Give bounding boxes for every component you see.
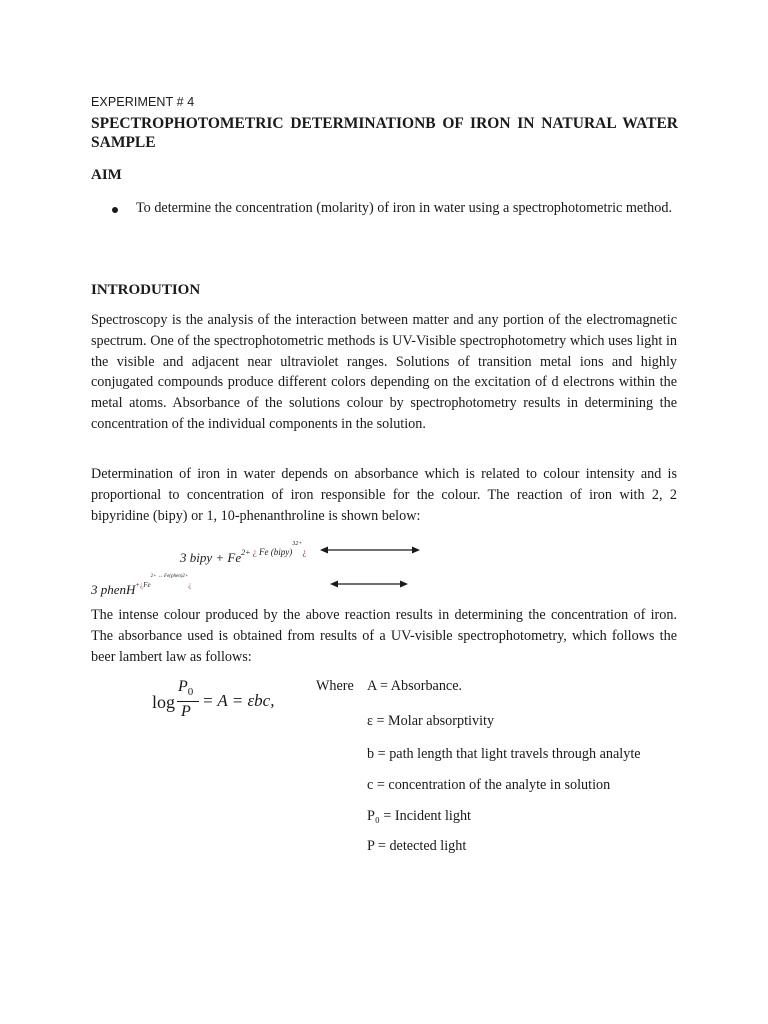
aim-bullet-text: To determine the concentration (molarity) of iron in water using a spectrophotometric method. (136, 200, 672, 216)
definition-incident-light: P₀ = Incident light (367, 808, 471, 824)
formula-numerator-p: P (178, 678, 188, 695)
reaction-phen-glyph: ¿ (140, 581, 144, 589)
definition-path-length: b = path length that light travels through analyte (367, 746, 641, 762)
reaction-bipy-complex: (bipy) (270, 547, 293, 557)
definition-concentration: c = concentration of the analyte in solution (367, 777, 611, 793)
definition-molar-absorptivity: ε = Molar absorptivity (367, 713, 495, 729)
formula-rhs: = A = εbc, (202, 691, 275, 710)
reaction-phen-charge: 2+ (182, 574, 189, 579)
reaction-phen-rest: 2+ ↔ Fe(phen) (150, 574, 183, 579)
aim-heading: AIM (91, 167, 122, 183)
reaction-phen-charge-plus: + (135, 581, 141, 589)
reaction-bipy-reactants: 3 bipy + Fe (180, 550, 242, 565)
reaction-bipy-fe-charge: 2+ (241, 548, 251, 557)
reaction-bipy-glyph-end: ¿ (302, 547, 307, 557)
beer-lambert-formula (152, 678, 292, 726)
reaction-bipy-sub: 3 (292, 541, 296, 547)
definition-detected-light: P = detected light (367, 838, 467, 854)
formula-log: log (152, 692, 176, 712)
definition-absorbance: A = Absorbance. (367, 678, 463, 694)
reaction-bipy-fe: Fe (259, 547, 269, 557)
formula-numerator (178, 678, 193, 698)
document-title-line1: SPECTROPHOTOMETRIC DETERMINATIONB OF IRON IN NATURAL WATER (91, 115, 678, 132)
experiment-label: EXPERIMENT # 4 (91, 95, 195, 109)
where-label: Where (316, 678, 354, 694)
reaction-phen-reactants: 3 phenH (91, 582, 136, 597)
reaction-phen (91, 574, 191, 598)
introduction-heading: INTRODUTION (91, 282, 201, 298)
intro-paragraph-1: Spectroscopy is the analysis of the interaction between matter and any portion of the electromagnetic spectrum. One of the spectrophotometric methods is UV-Visible spectrophotometry which uses light in the visible and adjacent near ultraviolet ranges. Solutions of transition metal ions and highly conjugated compounds produce different colors depending on the excitation of d electrons within the metal atoms. Absorbance of the solutions colour by spectrophotometry results in determining the concentration of the individual components in the solution. (91, 312, 677, 432)
intro-paragraph-3: The intense colour produced by the above reaction results in determining the concentration of iron. The absorbance used is obtained from results of a UV-visible spectrophotometry, which follows the beer lambert law as follows: (91, 607, 677, 665)
bullet-icon (112, 207, 118, 213)
double-arrow-icon (320, 544, 420, 556)
reaction-phen-fe: Fe (143, 581, 151, 589)
double-arrow-icon (330, 578, 408, 590)
reaction-phen-glyph-end: ¿ (188, 581, 192, 589)
reaction-bipy-glyph: ¿ (252, 547, 257, 557)
reaction-bipy (180, 541, 306, 566)
document-title-line2: SAMPLE (91, 134, 156, 151)
formula-denominator: P (181, 703, 191, 720)
formula-numerator-sub: 0 (187, 686, 194, 699)
formula-fraction-bar (177, 701, 199, 702)
intro-paragraph-2: Determination of iron in water depends on absorbance which is related to colour intensity and is proportional to concentration of iron responsible for the colour. The reaction of iron with 2, 2 bipyridine (bipy) or 1, 10-phenanthroline is shown below: (91, 466, 677, 524)
reaction-bipy-charge: 2+ (295, 541, 303, 547)
